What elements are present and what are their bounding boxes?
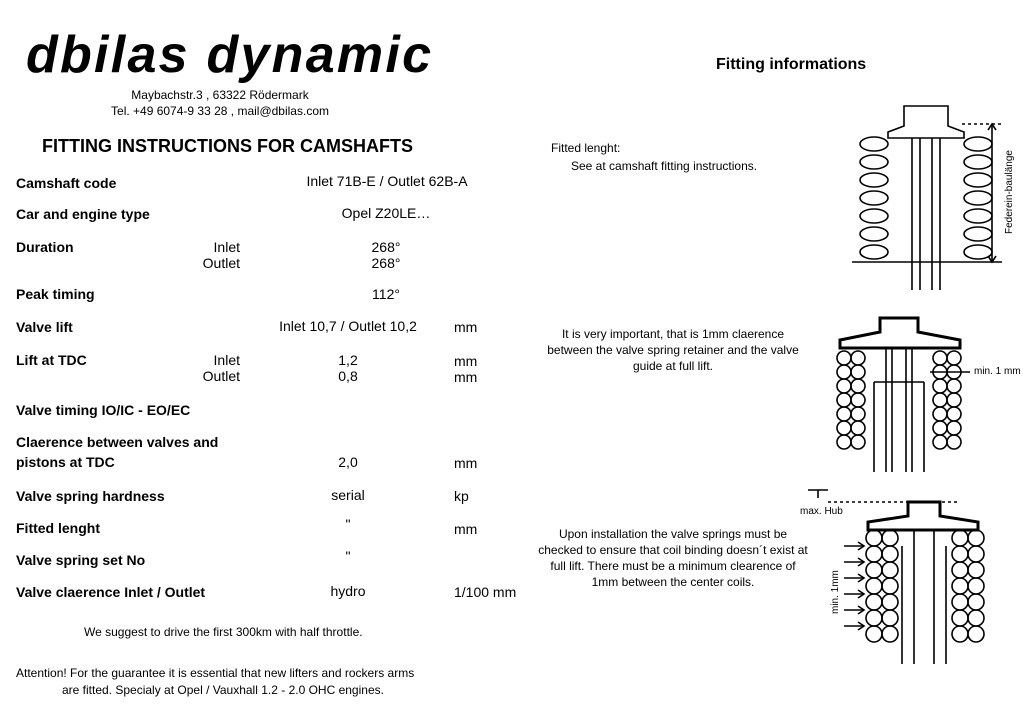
fitting-info-title: Fitting informations (716, 56, 867, 73)
duration-outlet-label: Outlet (202, 255, 240, 271)
fitted-length-unit: mm (454, 521, 478, 537)
spring-hardness-label: Valve spring hardness (16, 488, 165, 504)
clearance-text: It is very important, that is 1mm claerence between the valve spring retainer and the valve guide at full lift. (547, 327, 799, 373)
logo-text: dbilas dynamic (26, 26, 431, 84)
contact: Tel. +49 6074-9 33 28 , mail@dbilas.com (111, 104, 329, 118)
duration-inlet-label: Inlet (213, 239, 240, 255)
duration-outlet-value: 268° (371, 255, 401, 271)
fitted-heading: Fitted lenght: (551, 141, 621, 155)
spring-set-label: Valve spring set No (16, 552, 146, 568)
car-type-value: Opel Z20LE… (341, 205, 431, 221)
camshaft-code-value: Inlet 71B-E / Outlet 62B-A (306, 173, 468, 189)
peak-timing-label: Peak timing (16, 286, 95, 302)
valve-clearance-label: Valve claerence Inlet / Outlet (16, 584, 206, 600)
suggest-note: We suggest to drive the first 300km with half throttle. (84, 625, 363, 639)
attention-note-1: Attention! For the guarantee it is essential that new lifters and rockers arms (16, 666, 415, 680)
valve-clearance-unit: 1/100 mm (454, 584, 517, 600)
lift-tdc-outlet-unit: mm (454, 369, 478, 385)
clearance-value: 2,0 (338, 454, 358, 470)
clearance-label-1: Claerence between valves and (16, 434, 219, 450)
coil-text: Upon installation the valve springs must be checked to ensure that coil binding doesn´t exist at full lift. There must be a minimum clearence of 1mm between the center coils. (538, 527, 808, 589)
page-title: FITTING INSTRUCTIONS FOR CAMSHAFTS (42, 136, 413, 156)
camshaft-code-label: Camshaft code (16, 175, 117, 191)
spring-hardness-unit: kp (454, 488, 469, 504)
fitted-length-value: " (345, 516, 351, 532)
valve-lift-value: Inlet 10,7 / Outlet 10,2 (279, 318, 417, 334)
min-1mm-side-label: min. 1mm (830, 570, 841, 614)
fitted-text: See at camshaft fitting instructions. (571, 159, 758, 173)
valve-spring-fitted-length-diagram (842, 104, 1017, 290)
min-1mm-label: min. 1 mm (974, 366, 1021, 377)
valve-lift-unit: mm (454, 319, 478, 335)
fitted-length-label: Fitted lenght (16, 520, 100, 536)
duration-inlet-value: 268° (371, 239, 401, 255)
valve-timing-label: Valve timing IO/IC - EO/EC (16, 402, 191, 418)
lift-tdc-outlet-value: 0,8 (338, 368, 358, 384)
clearance-unit: mm (454, 455, 478, 471)
max-hub-label: max. Hub (800, 506, 843, 517)
lift-tdc-label: Lift at TDC (16, 352, 87, 368)
lift-tdc-outlet-label: Outlet (202, 368, 240, 384)
peak-timing-value: 112° (372, 286, 400, 302)
car-type-label: Car and engine type (16, 206, 150, 222)
lift-tdc-inlet-value: 1,2 (338, 352, 358, 368)
clearance-label-2: pistons at TDC (16, 454, 115, 470)
valve-coil-binding-diagram (798, 486, 998, 664)
dbilas-logo (26, 24, 436, 86)
valve-clearance-value: hydro (330, 583, 366, 599)
lift-tdc-inlet-label: Inlet (213, 352, 240, 368)
lift-tdc-inlet-unit: mm (454, 353, 478, 369)
valve-retainer-clearance-diagram (830, 312, 1023, 472)
valve-lift-label: Valve lift (16, 319, 73, 335)
spring-set-value: " (345, 548, 351, 564)
attention-note-2: are fitted. Specialy at Opel / Vauxhall 1.2 - 2.0 OHC engines. (62, 683, 384, 697)
address: Maybachstr.3 , 63322 Rödermark (131, 88, 309, 102)
federein-label: Federein-baulänge (1004, 150, 1015, 234)
spring-hardness-value: serial (331, 487, 365, 503)
duration-label: Duration (16, 239, 74, 255)
